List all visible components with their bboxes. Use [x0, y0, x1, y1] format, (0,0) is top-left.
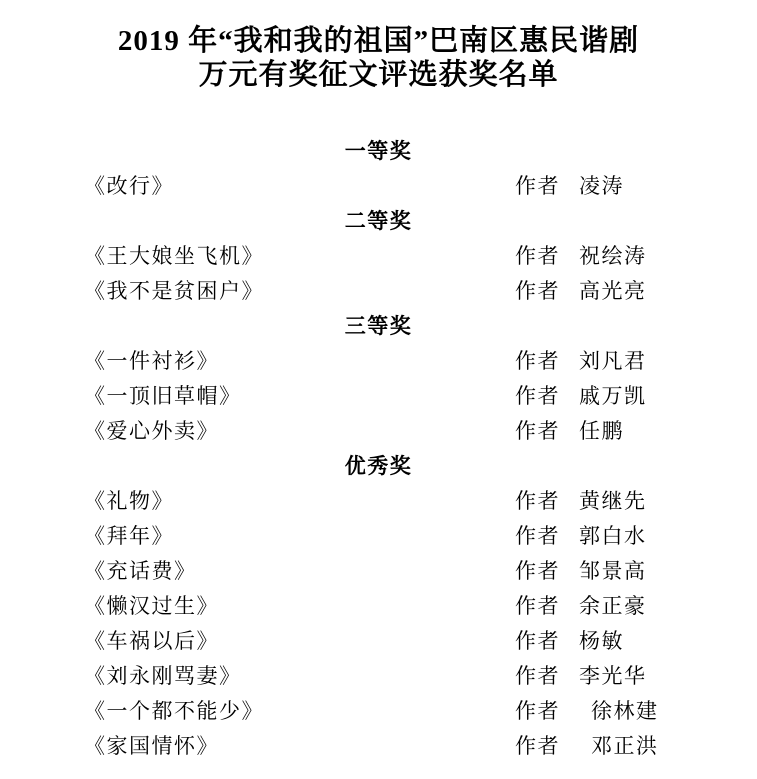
author-cell	[515, 519, 647, 554]
author-cell	[515, 554, 647, 589]
author-name: 杨敏	[579, 630, 624, 653]
author-cell	[515, 414, 624, 449]
award-row	[0, 519, 757, 554]
author-label: 作者	[515, 560, 560, 583]
award-row	[0, 659, 757, 694]
author-name: 余正豪	[579, 595, 647, 618]
author-label: 作者	[515, 665, 560, 688]
author-name: 戚万凯	[579, 385, 647, 408]
author-name: 邹景高	[579, 560, 647, 583]
work-title: 《一件衬衫》	[84, 350, 219, 373]
award-list	[0, 134, 757, 764]
work-title: 《王大娘坐飞机》	[84, 245, 264, 268]
section-heading-excellence-prize: 优秀奖	[344, 455, 413, 478]
author-cell	[515, 379, 647, 414]
author-name: 郭白水	[579, 525, 647, 548]
award-row	[0, 554, 757, 589]
author-cell	[515, 274, 647, 309]
award-row	[0, 344, 757, 379]
section-heading-first-prize: 一等奖	[344, 140, 413, 163]
author-name: 黄继先	[579, 490, 647, 513]
title-line-2: 万元有奖征文评选获奖名单	[198, 59, 559, 91]
work-title: 《爱心外卖》	[84, 420, 219, 443]
author-cell	[515, 659, 647, 694]
work-title: 《礼物》	[84, 490, 174, 513]
author-cell	[515, 624, 624, 659]
author-cell	[515, 344, 647, 379]
author-name: 祝绘涛	[579, 245, 647, 268]
author-label: 作者	[515, 280, 560, 303]
author-label: 作者	[515, 245, 560, 268]
title-line-1: 2019 年“我和我的祖国”巴南区惠民谐剧	[117, 25, 640, 57]
author-name: 凌涛	[579, 175, 624, 198]
author-cell	[515, 484, 647, 519]
work-title: 《车祸以后》	[84, 630, 219, 653]
author-label: 作者	[515, 420, 560, 443]
work-title: 《一个都不能少》	[84, 700, 264, 723]
author-label: 作者	[515, 595, 560, 618]
author-name: 任鹏	[579, 420, 624, 443]
award-row	[0, 729, 757, 764]
work-title: 《懒汉过生》	[84, 595, 219, 618]
work-title: 《拜年》	[84, 525, 174, 548]
author-name: 高光亮	[579, 280, 647, 303]
author-label: 作者	[515, 735, 560, 758]
author-label: 作者	[515, 175, 560, 198]
author-label: 作者	[515, 525, 560, 548]
award-row	[0, 274, 757, 309]
author-label: 作者	[515, 630, 560, 653]
author-cell	[515, 169, 624, 204]
author-label: 作者	[515, 490, 560, 513]
author-label: 作者	[515, 385, 560, 408]
award-row	[0, 414, 757, 449]
award-row	[0, 694, 757, 729]
work-title: 《我不是贫困户》	[84, 280, 264, 303]
author-name: 李光华	[579, 665, 647, 688]
author-cell	[515, 729, 659, 764]
award-row	[0, 379, 757, 414]
document-title	[0, 0, 757, 92]
work-title: 《充话费》	[84, 560, 197, 583]
award-row	[0, 239, 757, 274]
work-title: 《家国情怀》	[84, 735, 219, 758]
work-title: 《改行》	[84, 175, 174, 198]
author-label: 作者	[515, 350, 560, 373]
author-name: 刘凡君	[579, 350, 647, 373]
author-cell	[515, 589, 647, 624]
award-row	[0, 484, 757, 519]
author-cell	[515, 694, 659, 729]
award-row	[0, 169, 757, 204]
author-label: 作者	[515, 700, 560, 723]
section-heading-third-prize: 三等奖	[344, 315, 413, 338]
section-heading-second-prize: 二等奖	[344, 210, 413, 233]
author-cell	[515, 239, 647, 274]
work-title: 《刘永刚骂妻》	[84, 665, 242, 688]
author-name: 徐林建	[591, 700, 659, 723]
award-row	[0, 589, 757, 624]
award-row	[0, 624, 757, 659]
work-title: 《一顶旧草帽》	[84, 385, 242, 408]
author-name: 邓正洪	[591, 735, 659, 758]
